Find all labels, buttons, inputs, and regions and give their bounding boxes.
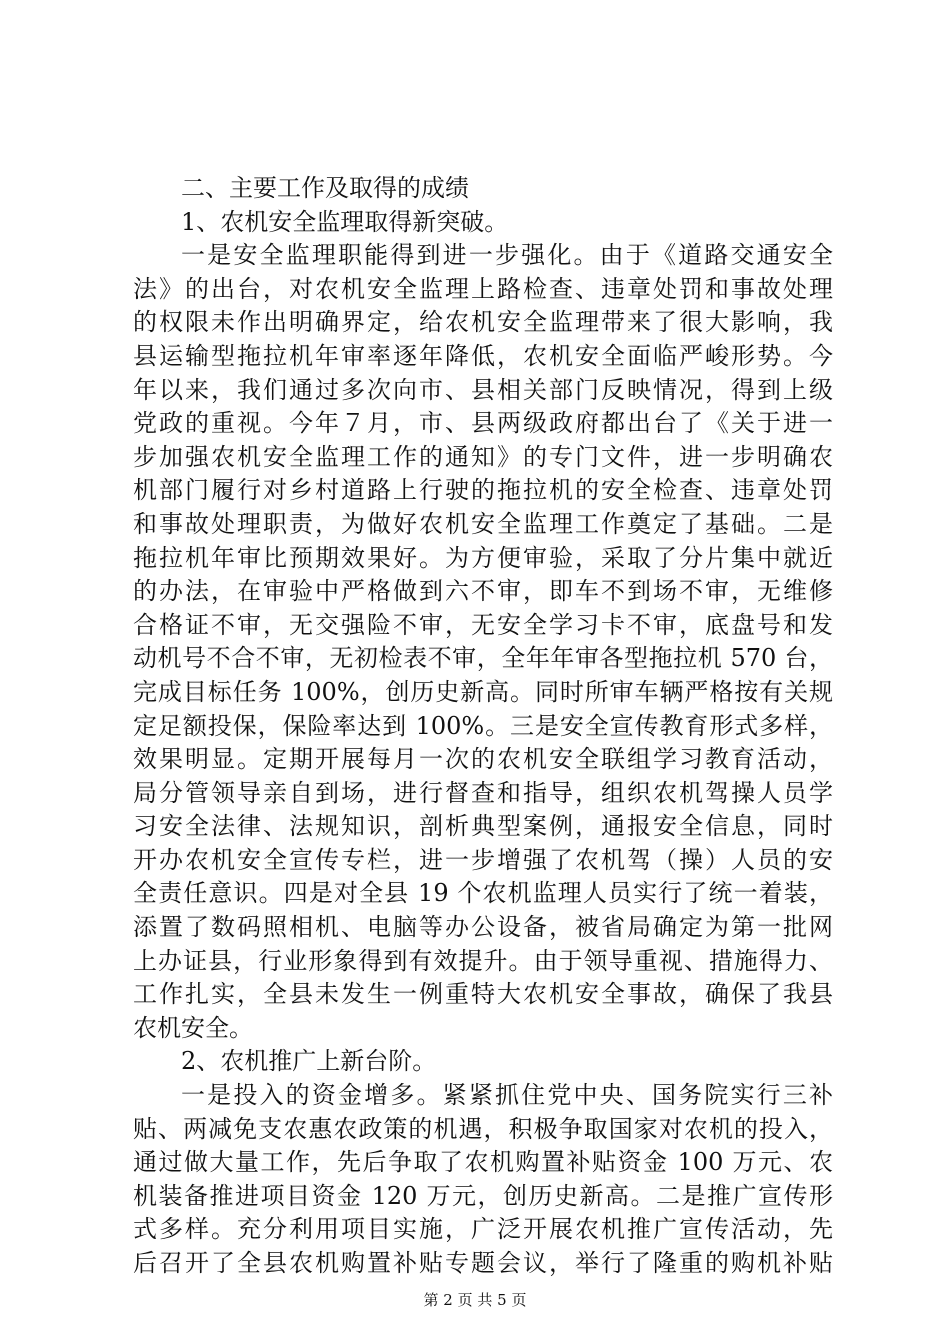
document-line: 县运输型拖拉机年审率逐年降低，农机安全面临严峻形势。今 <box>133 341 833 370</box>
document-line: 工作扎实，全县未发生一例重特大农机安全事故，确保了我县 <box>133 980 833 1009</box>
document-line: 党政的重视。今年７月，市、县两级政府都出台了《关于进一 <box>133 409 833 438</box>
document-line: 年以来，我们通过多次向市、县相关部门反映情况，得到上级 <box>133 375 833 404</box>
document-line: 通过做大量工作，先后争取了农机购置补贴资金 100 万元、农 <box>133 1148 833 1177</box>
document-line: 上办证县，行业形象得到有效提升。由于领导重视、措施得力、 <box>133 946 833 975</box>
document-line: 2、农机推广上新台阶。 <box>181 1047 437 1076</box>
document-line: 合格证不审，无交强险不审，无安全学习卡不审，底盘号和发 <box>133 610 833 639</box>
document-line: 效果明显。定期开展每月一次的农机安全联组学习教育活动， <box>133 745 833 774</box>
document-line: 局分管领导亲自到场，进行督查和指导，组织农机驾操人员学 <box>133 778 833 807</box>
document-line: 添置了数码照相机、电脑等办公设备，被省局确定为第一批网 <box>133 913 833 942</box>
document-line: 二、主要工作及取得的成绩 <box>181 174 469 202</box>
document-line: 动机号不合不审，无初检表不审，全年年审各型拖拉机 570 台， <box>133 644 833 673</box>
document-line: 开办农机安全宣传专栏，进一步增强了农机驾（操）人员的安 <box>133 845 833 874</box>
document-line: 的权限未作出明确界定，给农机安全监理带来了很大影响，我 <box>133 308 833 337</box>
document-line: 农机安全。 <box>133 1013 253 1042</box>
document-line: 全责任意识。四是对全县 19 个农机监理人员实行了统一着装， <box>133 879 833 908</box>
document-line: 机部门履行对乡村道路上行驶的拖拉机的安全检查、违章处罚 <box>133 476 833 505</box>
document-line: 1、农机安全监理取得新突破。 <box>181 207 509 236</box>
document-line: 机装备推进项目资金 120 万元，创历史新高。二是推广宣传形 <box>133 1181 833 1210</box>
document-line: 完成目标任务 100%，创历史新高。同时所审车辆严格按有关规 <box>133 677 833 706</box>
document-line: 法》的出台，对农机安全监理上路检查、违章处罚和事故处理 <box>133 274 833 303</box>
document-body <box>133 172 833 1281</box>
document-line: 贴、两减免支农惠农政策的机遇，积极争取国家对农机的投入， <box>133 1114 833 1143</box>
document-line: 步加强农机安全监理工作的通知》的专门文件，进一步明确农 <box>133 442 833 471</box>
document-line: 一是安全监理职能得到进一步强化。由于《道路交通安全 <box>181 241 833 270</box>
document-line: 后召开了全县农机购置补贴专题会议，举行了隆重的购机补贴 <box>133 1249 833 1277</box>
document-line: 和事故处理职责，为做好农机安全监理工作奠定了基础。二是 <box>133 509 833 538</box>
page-footer: 第 2 页 共 5 页 <box>423 1291 527 1309</box>
document-line: 习安全法律、法规知识，剖析典型案例，通报安全信息，同时 <box>133 812 833 841</box>
document-line: 拖拉机年审比预期效果好。为方便审验，采取了分片集中就近 <box>133 543 833 572</box>
document-line: 式多样。充分利用项目实施，广泛开展农机推广宣传活动，先 <box>133 1215 833 1244</box>
document-line: 的办法，在审验中严格做到六不审，即车不到场不审，无维修 <box>133 577 833 606</box>
document-line: 一是投入的资金增多。紧紧抓住党中央、国务院实行三补 <box>181 1081 833 1110</box>
document-line: 定足额投保，保险率达到 100%。三是安全宣传教育形式多样， <box>133 711 833 740</box>
